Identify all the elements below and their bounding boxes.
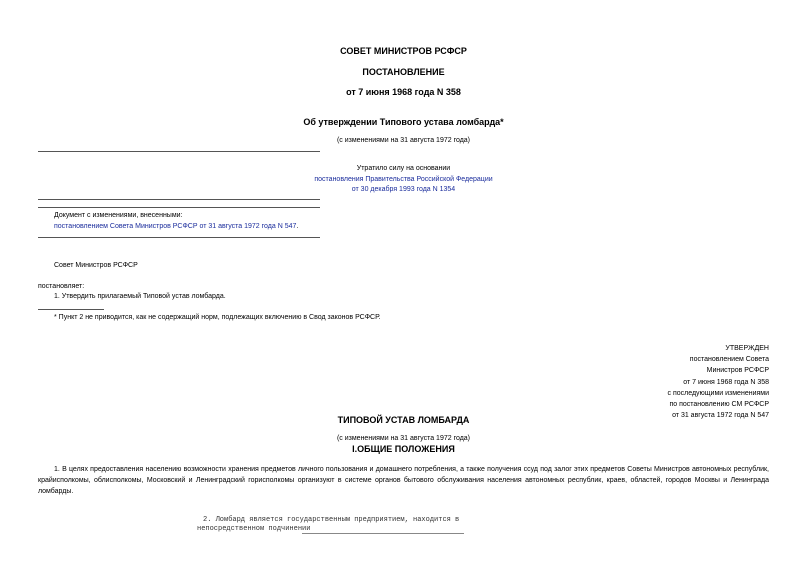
approved-block (569, 343, 769, 421)
approved-line: постановлением Совета (689, 356, 769, 364)
changes-note-link[interactable]: постановлением Совета Министров РСФСР от 31 августа 1972 года N 547 (54, 223, 297, 230)
divider (38, 151, 320, 152)
approved-line: по постановлению СМ РСФСР (669, 401, 769, 409)
expiry-link-date[interactable]: от 30 декабря 1993 года N 1354 (351, 186, 456, 193)
expiry-link-decree[interactable]: постановления Правительства Российской Федерации (314, 176, 493, 183)
paragraph-2-line-1: 2. Ломбард является государственным предприятием, находится в (203, 516, 460, 524)
changes-note-suffix: . (296, 223, 299, 230)
approved-line: от 31 августа 1972 года N 547 (672, 412, 769, 420)
decrees-label: постановляет: (38, 283, 85, 290)
approved-line: с последующими изменениями (667, 389, 769, 397)
council-name: Совет Министров РСФСР (54, 262, 138, 269)
divider (38, 207, 320, 208)
divider (38, 237, 320, 238)
section-heading: I.ОБЩИЕ ПОЛОЖЕНИЯ (352, 444, 455, 454)
approved-line: УТВЕРЖДЕН (725, 345, 769, 352)
fill-blank (302, 533, 464, 534)
doc-type: ПОСТАНОВЛЕНИЕ (362, 67, 445, 77)
doc-title: Об утверждении Типового устава ломбарда* (303, 117, 504, 127)
doc-date-number: от 7 июня 1968 года N 358 (346, 87, 461, 97)
divider (38, 199, 320, 200)
charter-title: ТИПОВОЙ УСТАВ ЛОМБАРДА (337, 415, 470, 425)
changes-note (54, 223, 298, 230)
item-1: 1. Утвердить прилагаемый Типовой устав ломбарда. (54, 293, 226, 300)
approved-line: от 7 июня 1968 года N 358 (683, 378, 769, 386)
doc-amendments: (с изменениями на 31 августа 1972 года) (336, 137, 471, 144)
expiry-text: Утратило силу на основании (356, 165, 451, 172)
paragraph-1: 1. В целях предоставления населению возможности хранения предметов личного пользования и домашнего потребления, а также получения ссуд под залог этих предметов Советы Министров автономных республик, крайисполкомы, облисполкомы, Московский и Ленинградский горисполкомы организуют в системе органов бытового обслуживания населения автономных республик, краев, областей, городов Москвы и Ленинграда ломбарды. (38, 466, 769, 496)
charter-amendments: (с изменениями на 31 августа 1972 года) (336, 435, 471, 442)
footnote: * Пункт 2 не приводится, как не содержащий норм, подлежащих включению в Свод законов РСФСР. (54, 314, 381, 321)
approved-line: Министров РСФСР (706, 367, 769, 375)
footnote-divider (38, 309, 104, 310)
changes-note-label: Документ с изменениями, внесенными: (54, 212, 183, 219)
paragraph-2-line-2: непосредственном подчинении (197, 525, 311, 533)
org-name: СОВЕТ МИНИСТРОВ РСФСР (340, 46, 467, 56)
